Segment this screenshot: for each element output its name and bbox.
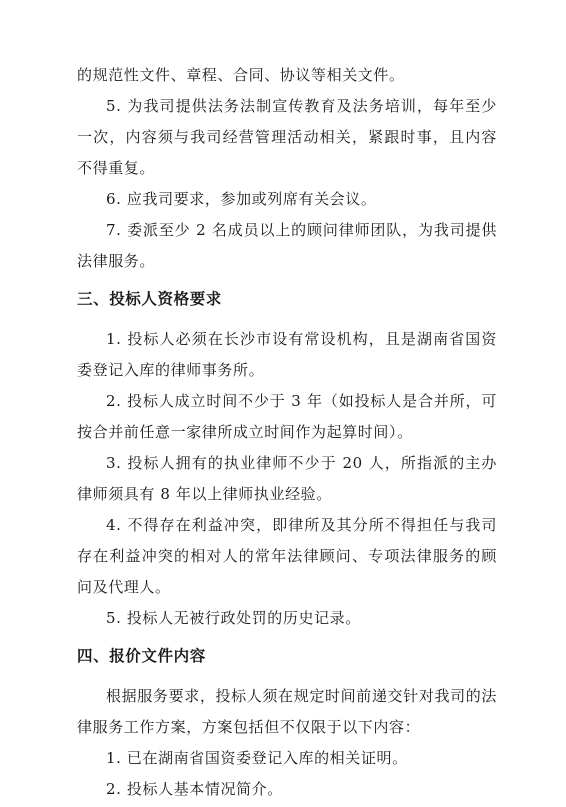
- paragraph-quotation-1: 1. 已在湖南省国资委登记入库的相关证明。: [106, 749, 408, 767]
- paragraph-qualification-1: 1. 投标人必须在长沙市设有常设机构，且是湖南省国资委登记入库的律师事务所。: [77, 330, 497, 379]
- document-page: [77, 60, 497, 805]
- paragraph-qualification-3: 3. 投标人拥有的执业律师不少于 20 人，所指派的主办律师须具有 8 年以上律师执业经验。: [77, 454, 497, 503]
- paragraph-qualification-4: 4. 不得存在利益冲突，即律所及其分所不得担任与我司存在利益冲突的相对人的常年法律顾问、专项法律服务的顾问及代理人。: [77, 516, 497, 596]
- paragraph-item6: 6. 应我司要求，参加或列席有关会议。: [106, 190, 377, 208]
- section-heading-qualifications: 三、投标人资格要求: [77, 290, 222, 308]
- paragraph-qualification-2: 2. 投标人成立时间不少于 3 年（如投标人是合并所，可按合并前任意一家律所成立时间作为起算时间）。: [77, 392, 497, 441]
- paragraph-item5: 5. 为我司提供法务法制宣传教育及法务培训，每年至少一次，内容须与我司经营管理活动相关，紧跟时事，且内容不得重复。: [77, 97, 497, 177]
- paragraph-qualification-5: 5. 投标人无被行政处罚的历史记录。: [106, 609, 361, 627]
- section-heading-quotation: 四、报价文件内容: [77, 647, 206, 665]
- paragraph-quotation-intro: 根据服务要求，投标人须在规定时间前递交针对我司的法律服务工作方案，方案包括但不仅限于以下内容：: [77, 687, 497, 736]
- paragraph-item4-tail: 的规范性文件、章程、合同、协议等相关文件。: [77, 66, 405, 84]
- paragraph-quotation-2: 2. 投标人基本情况简介。: [106, 780, 283, 798]
- paragraph-item7: 7. 委派至少 2 名成员以上的顾问律师团队，为我司提供法律服务。: [77, 221, 497, 270]
